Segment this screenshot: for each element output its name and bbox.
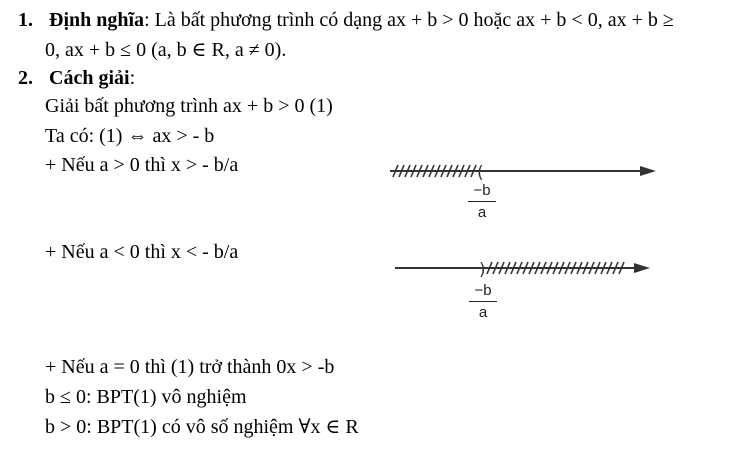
- arrow-head-1: [640, 166, 656, 176]
- open-bracket-left: (: [477, 163, 484, 183]
- fraction-1-denominator: a: [477, 204, 487, 221]
- fraction-2-denominator: a: [478, 304, 488, 321]
- case-b-positive: b > 0: BPT(1) có vô số nghiệm ∀x ∈ R: [45, 416, 359, 438]
- section-2-number: 2.: [18, 67, 33, 89]
- section-2-title: Cách giải: [49, 67, 130, 89]
- definition-line-2: 0, ax + b ≤ 0 (a, b ∈ R, a ≠ 0).: [45, 39, 287, 61]
- number-line-1: [390, 163, 656, 183]
- arrow-head-2: [634, 263, 650, 273]
- section-1-number: 1.: [18, 9, 33, 31]
- section-1-title: Định nghĩa: [49, 9, 145, 31]
- fraction-label-2: [463, 282, 503, 322]
- open-bracket-right: ): [479, 260, 486, 280]
- fraction-1-numerator: −b: [473, 182, 491, 199]
- fraction-1-bar: [468, 201, 496, 202]
- fraction-2-bar: [469, 301, 497, 302]
- section-1-text: : Là bất phương trình có dạng ax + b > 0 hoặc ax + b < 0, ax + b ≥: [144, 9, 674, 31]
- case-a-positive: + Nếu a > 0 thì x > - b/a: [45, 154, 239, 176]
- section-2-colon: :: [129, 67, 136, 89]
- hatching-right: [487, 262, 624, 274]
- case-b-nonpositive: b ≤ 0: BPT(1) vô nghiệm: [45, 386, 247, 408]
- case-a-zero: + Nếu a = 0 thì (1) trở thành 0x > -b: [45, 356, 335, 378]
- fraction-label-1: [462, 182, 502, 222]
- case-a-negative: + Nếu a < 0 thì x < - b/a: [45, 241, 239, 263]
- number-line-2: [395, 260, 650, 280]
- equivalence-line: Ta có: (1) ⇔ ax > - b: [45, 125, 215, 147]
- fraction-2-numerator: −b: [474, 282, 492, 299]
- solve-line: Giải bất phương trình ax + b > 0 (1): [45, 95, 333, 117]
